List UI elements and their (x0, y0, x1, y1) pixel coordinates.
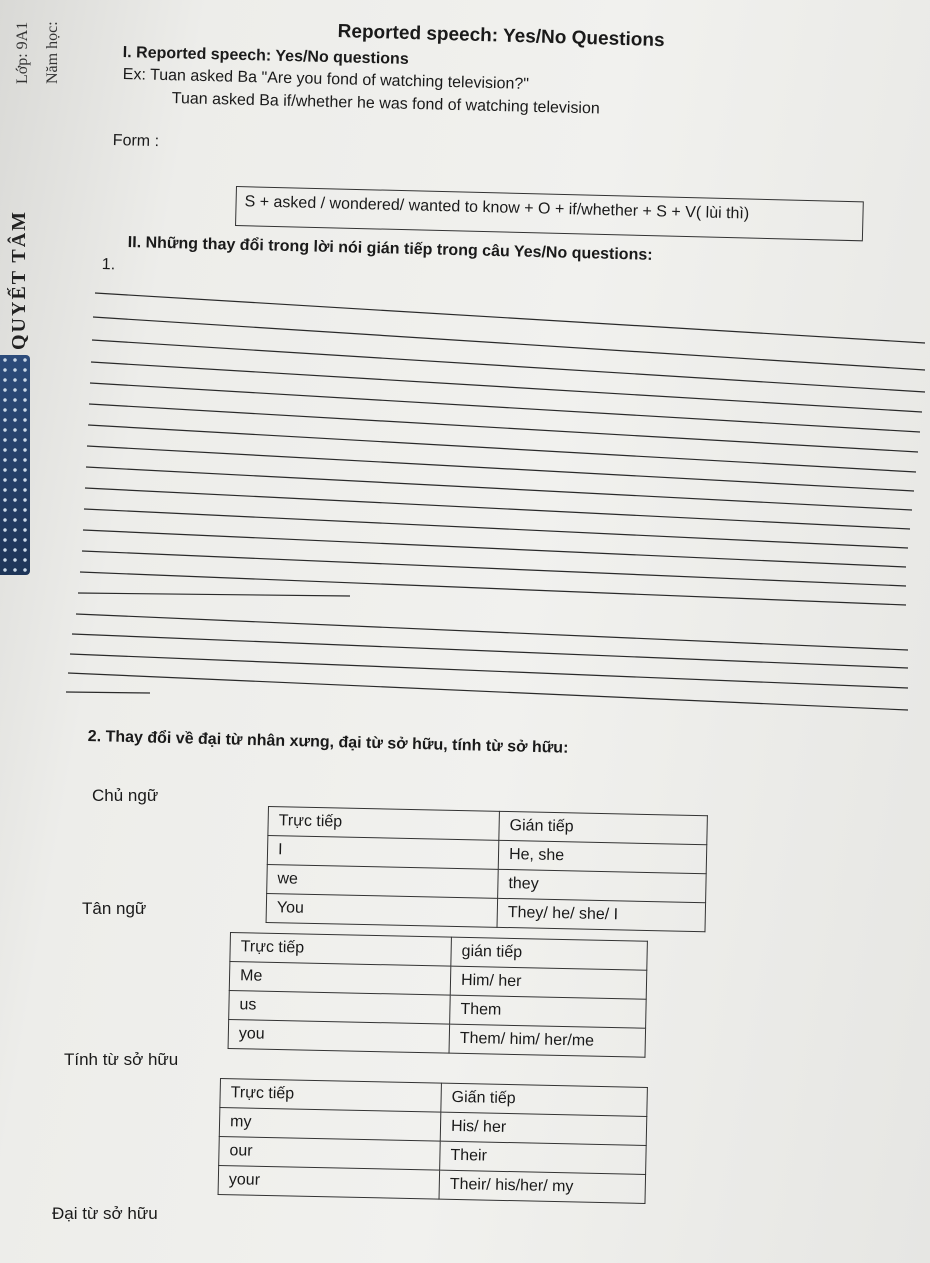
item-2-heading: 2. Thay đổi về đại từ nhân xưng, đại từ sở hữu, tính từ sở hữu: (87, 728, 569, 757)
writing-line (66, 692, 150, 693)
cell-indirect: Them (450, 995, 647, 1028)
cell-indirect: He, she (498, 840, 707, 873)
possessive-adjective-table (218, 1078, 648, 1204)
cell-direct: us (229, 990, 451, 1024)
writing-line (87, 446, 914, 491)
writing-line (80, 572, 906, 605)
writing-line (70, 654, 908, 688)
writing-line (91, 362, 922, 412)
cell-direct: Me (229, 962, 451, 996)
writing-line (90, 383, 920, 432)
cell-direct: You (266, 893, 498, 927)
writing-line (95, 293, 925, 343)
cell-direct: you (228, 1019, 450, 1053)
cell-indirect: they (498, 869, 707, 902)
year-label: Năm học: (44, 21, 61, 84)
writing-line (89, 404, 918, 452)
header-direct: Trực tiếp (220, 1079, 442, 1113)
possessive-adjective-label: Tính từ sở hữu (64, 1050, 179, 1069)
cell-indirect: Their (440, 1141, 647, 1174)
writing-line (78, 593, 350, 596)
possessive-pronoun-label: Đại từ sở hữu (52, 1204, 158, 1223)
cell-indirect: Their/ his/her/ my (439, 1170, 646, 1203)
cell-direct: my (219, 1108, 441, 1142)
page-title: Reported speech: Yes/No Questions (337, 21, 665, 52)
subject-label: Chủ ngữ (92, 786, 159, 805)
cell-indirect: They/ he/ she/ I (497, 898, 706, 931)
cell-direct: I (267, 836, 499, 870)
writing-line (93, 317, 925, 370)
example-reported: Tuan asked Ba if/whether he was fond of watching television (171, 90, 600, 118)
header-indirect: Gián tiếp (499, 811, 708, 844)
cell-direct: our (219, 1136, 441, 1170)
cell-indirect: Him/ her (450, 966, 647, 999)
writing-line (85, 488, 910, 529)
header-indirect: Giấn tiếp (441, 1083, 648, 1116)
class-label: Lớp: 9A1 (14, 21, 31, 84)
header-direct: Trực tiếp (268, 807, 500, 841)
writing-line (68, 673, 908, 710)
writing-line (83, 530, 906, 567)
writing-line (88, 425, 916, 472)
subject-pronoun-table (266, 806, 708, 932)
example-direct: Ex: Tuan asked Ba "Are you fond of watching television?" (122, 66, 530, 93)
writing-line (82, 551, 906, 586)
writing-line (76, 614, 908, 650)
header-indirect: gián tiếp (451, 937, 648, 970)
section-1-heading: I. Reported speech: Yes/No questions (122, 44, 409, 68)
section-2-heading: II. Những thay đổi trong lời nói gián tiếp trong câu Yes/No questions: (127, 234, 653, 264)
writing-line (72, 634, 908, 668)
cell-direct: your (218, 1165, 440, 1199)
object-pronoun-table (228, 932, 648, 1058)
form-label: Form : (112, 132, 160, 151)
formula-text: S + asked / wondered/ wanted to know + O + if/whether + S + V( lùi thì) (244, 193, 750, 223)
object-label: Tân ngữ (82, 899, 147, 918)
item-1-label: 1. (101, 256, 116, 274)
header-direct: Trực tiếp (230, 933, 452, 967)
writing-line (84, 509, 908, 548)
cell-indirect: His/ her (440, 1112, 647, 1145)
brand-vertical-text: QUYẾT TÂM (8, 209, 30, 350)
class-value: 9A1 (14, 21, 31, 50)
writing-line (92, 340, 925, 392)
cell-direct: we (267, 864, 499, 898)
cell-indirect: Them/ him/ her/me (449, 1024, 646, 1057)
writing-line (86, 467, 912, 510)
